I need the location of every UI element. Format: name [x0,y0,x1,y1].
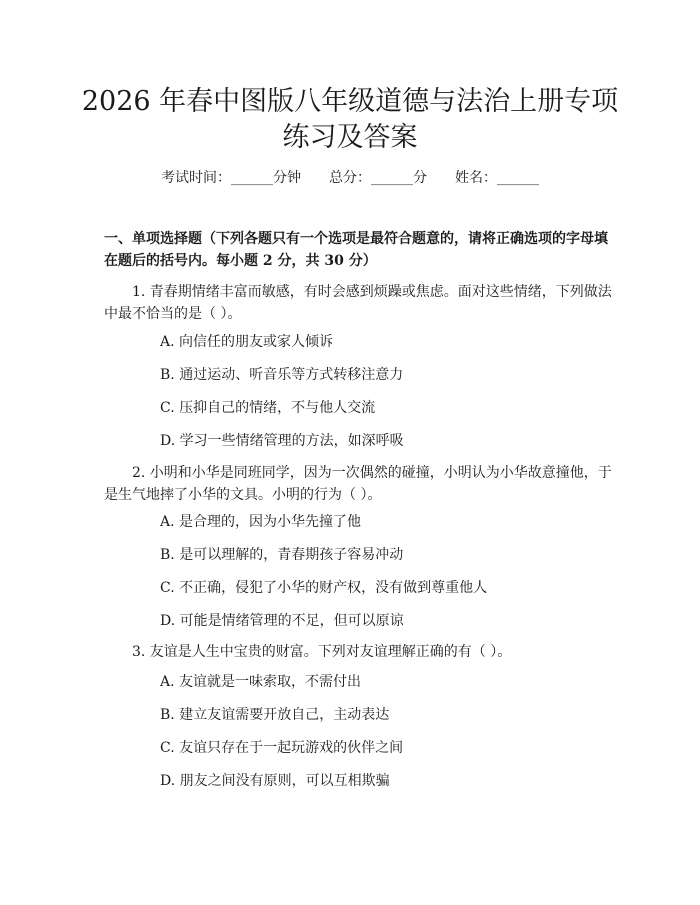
question-2-option-a: A. 是合理的，因为小华先撞了他 [160,514,362,530]
exam-time: 考试时间：______分钟 [161,170,301,186]
question-1-stem: 1. 青春期情绪丰富而敏感，有时会感到烦躁或焦虑。面对这些情绪，下列做法中最不恰当的是（ ）。 [104,284,612,322]
exam-name: 姓名：______ [455,170,539,186]
document-title-line2: 练习及答案 [282,122,418,153]
question-3-stem: 3. 友谊是人生中宝贵的财富。下列对友谊理解正确的有（ ）。 [132,644,512,660]
question-1-option-d: D. 学习一些情绪管理的方法，如深呼吸 [160,433,404,449]
question-1-option-c: C. 压抑自己的情绪，不与他人交流 [160,400,376,416]
question-3-option-b: B. 建立友谊需要开放自己，主动表达 [160,707,390,723]
exam-score: 总分：______分 [329,170,427,186]
section-heading: 一、单项选择题（下列各题只有一个选项是最符合题意的，请将正确选项的字母填在题后的括号内。每小题 2 分，共 30 分） [104,231,608,269]
question-3-option-d: D. 朋友之间没有原则，可以互相欺骗 [160,773,390,789]
question-1-option-a: A. 向信任的朋友或家人倾诉 [160,334,334,350]
question-2-option-b: B. 是可以理解的，青春期孩子容易冲动 [160,547,404,563]
exam-meta [0,168,700,188]
question-2-option-d: D. 可能是情绪管理的不足，但可以原谅 [160,613,404,629]
question-3-option-a: A. 友谊就是一味索取，不需付出 [160,674,362,690]
question-2-stem: 2. 小明和小华是同班同学，因为一次偶然的碰撞，小明认为小华故意撞他，于是生气地摔了小华的文具。小明的行为（ ）。 [104,465,612,503]
question-3-option-c: C. 友谊只存在于一起玩游戏的伙伴之间 [160,740,404,756]
question-2-option-c: C. 不正确，侵犯了小华的财产权，没有做到尊重他人 [160,580,488,596]
question-1-option-b: B. 通过运动、听音乐等方式转移注意力 [160,367,404,383]
document-title-line1: 2026 年春中图版八年级道德与法治上册专项 [81,86,619,117]
